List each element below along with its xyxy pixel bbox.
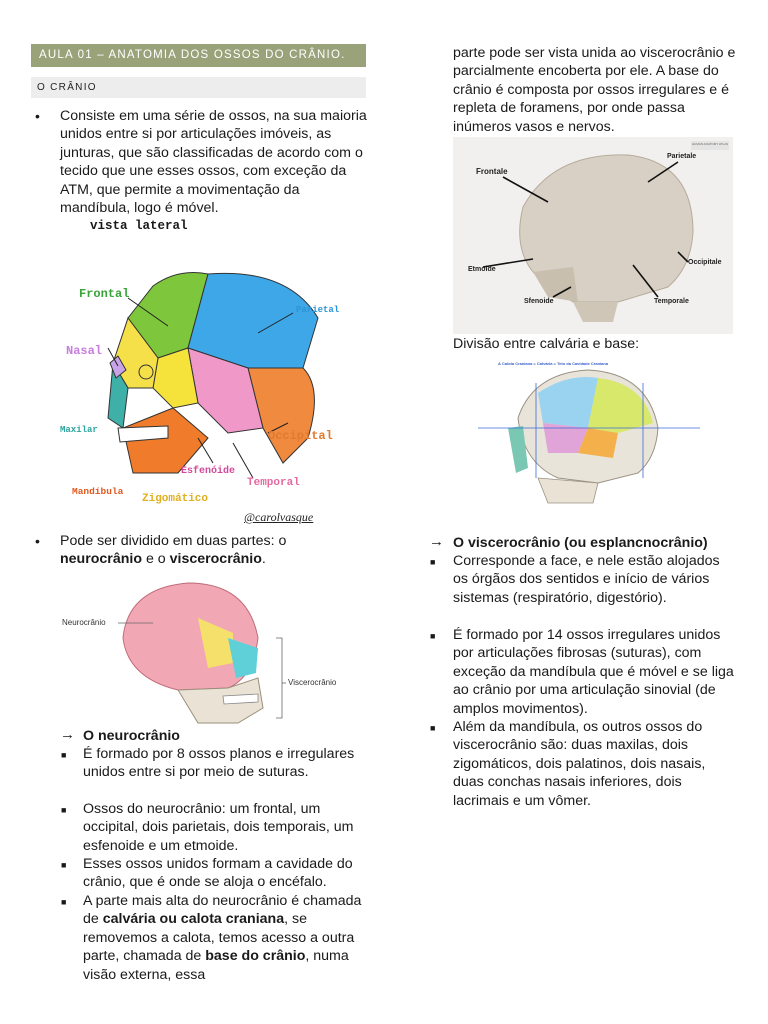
skull-calvaria-base-figure (478, 358, 700, 510)
label-parietale: Parietale (667, 153, 697, 160)
neuro-item-1: É formado por 8 ossos planos e irregulares unidos entre si por meio de suturas. (83, 746, 355, 781)
lesson-banner: AULA 01 – ANATOMIA DOS OSSOS DO CRÂNIO. (31, 44, 366, 67)
label-parietal: Parietal (296, 305, 340, 315)
arrow-icon: → (60, 726, 75, 743)
text-run: e o (142, 551, 170, 568)
text-run: Pode ser dividido em duas partes: o (60, 533, 287, 549)
viscero-item-1: Corresponde a face, e nele estão alojados os órgãos dos sentidos e início de vários sistemas (respiratório, digestório). (453, 553, 720, 606)
label-neurocranio: Neurocrânio (62, 618, 106, 627)
figure-calota-title: A Calota Craniana = Calvária = Teto da Cavidade Craniana (498, 361, 609, 366)
viscero-item-3: Além da mandíbula, os outros ossos do viscerocrânio são: duas maxilas, dois zigomáticos, dois palatinos, dois nasais, duas conchas nasais inferiores, dois lacrimais e um vômer. (453, 719, 706, 809)
label-mandibula: Mandíbula (72, 486, 124, 497)
term-base-cranio: base do crânio (205, 948, 306, 965)
square-bullet-icon: ■ (61, 750, 67, 760)
label-frontale: Frontale (476, 167, 508, 176)
label-sfenoide: Sfenoide (524, 298, 554, 305)
viscero-item-2: É formado por 14 ossos irregulares unidos por articulações fibrosas (suturas), com exceção da mandíbula que é móvel e se liga ao crânio por uma articulação sinovial (de amplos movimentos). (453, 627, 734, 717)
label-nasal: Nasal (66, 344, 103, 358)
neuro-item-2: Ossos do neurocrânio: um frontal, um occipital, dois parietais, dois temporais, um esfenoide e um etmoide. (83, 801, 354, 854)
heading-neurocranio: O neurocrânio (83, 728, 180, 744)
text-run: A parte mais alta do neurocrânio é chamada de (83, 893, 362, 928)
bullet-icon: • (35, 533, 40, 549)
caption-divisao: Divisão entre calvária e base: (453, 336, 640, 352)
label-occipital: Occipital (268, 429, 333, 443)
term-calvaria: calvária ou calota craniana (102, 911, 285, 928)
label-zigomatico: Zigomático (142, 493, 209, 505)
neuro-item-3: Esses ossos unidos formam a cavidade do crânio, que é onde se aloja o encéfalo. (83, 856, 353, 891)
label-temporale: Temporale (654, 298, 689, 305)
square-bullet-icon: ■ (430, 631, 436, 641)
term-viscerocranio: viscerocrânio (169, 551, 262, 568)
neuro-item-4 (83, 892, 368, 984)
section-heading: O CRÂNIO (31, 77, 366, 98)
label-occipitale: Occipitale (688, 259, 722, 266)
square-bullet-icon: ■ (61, 860, 67, 870)
label-viscerocranio: Viscerocrânio (288, 678, 337, 687)
square-bullet-icon: ■ (430, 557, 436, 567)
paragraph-intro: Consiste em uma série de ossos, na sua maioria unidos entre si por articulações imóveis, as junturas, que são classificadas de acordo com o tecido que une esses ossos, com exceção da ATM, que permite a movimentação da mandíbula, logo é móvel. (60, 108, 367, 217)
figure-signature: @carolvasque (244, 510, 314, 524)
skull-neuro-viscero-figure (58, 578, 348, 726)
term-neurocranio: neurocrânio (60, 551, 142, 568)
paragraph-continuation: parte pode ser vista unida ao viscerocrânio e parcialmente encoberta por ele. A base do crânio é composta por ossos irregulares e é repleta de foramens, por onde passa inúmeros vasos e nervos. (453, 45, 736, 135)
caption-vista-lateral: vista lateral (90, 219, 188, 233)
text-run: , numa visão externa, essa (83, 948, 349, 983)
heading-viscerocranio: O viscerocrânio (ou esplancnocrânio) (453, 535, 708, 551)
square-bullet-icon: ■ (61, 805, 67, 815)
atlas-brand: HUMAN ANATOMY ATLAS (692, 142, 729, 146)
arrow-icon: → (429, 533, 444, 550)
text-run: . (261, 551, 266, 568)
label-esfenoide: Esfenóide (181, 466, 236, 477)
square-bullet-icon: ■ (430, 723, 436, 733)
paragraph-division (60, 532, 365, 569)
text-run: , se removemos a calota, temos acesso a outra parte, chamada de (83, 911, 355, 965)
skull-lateral-colored-figure (58, 238, 348, 528)
label-etmoide: Etmoide (468, 266, 496, 273)
label-temporal: Temporal (247, 477, 300, 489)
label-maxilar: Maxilar (60, 425, 98, 435)
square-bullet-icon: ■ (61, 897, 67, 907)
bullet-icon: • (35, 108, 40, 124)
label-frontal: Frontal (79, 287, 130, 301)
